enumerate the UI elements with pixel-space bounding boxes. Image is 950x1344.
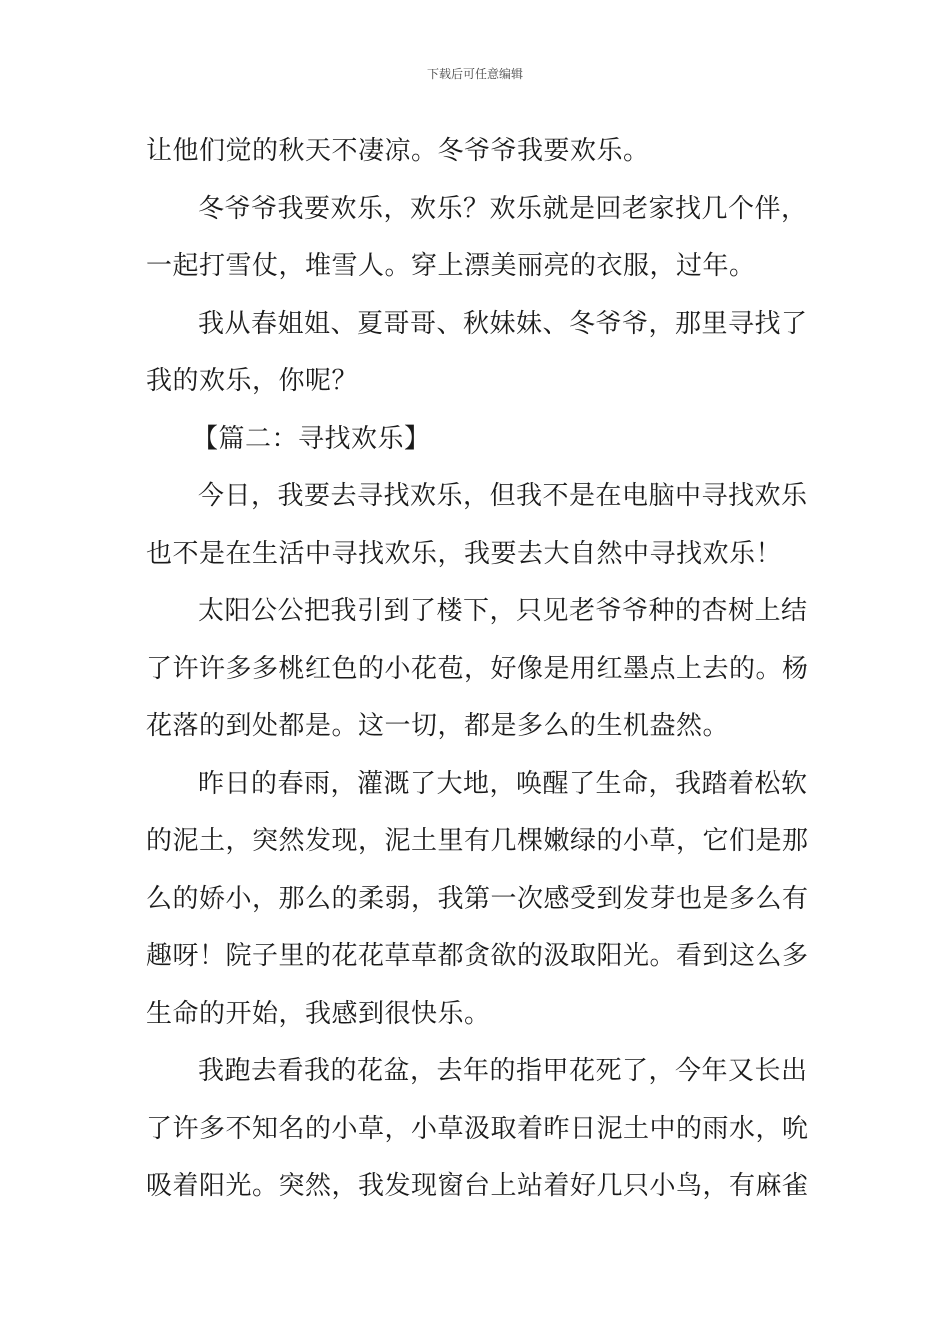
text-line: 趣呀！院子里的花花草草都贪欲的汲取阳光。看到这么多 — [146, 941, 809, 971]
paragraph-start-line: 我从春姐姐、夏哥哥、秋妹妹、冬爷爷，那里寻找了 — [198, 309, 808, 339]
text-line: 也不是在生活中寻找欢乐，我要去大自然中寻找欢乐！ — [146, 539, 783, 569]
paragraph-start-line: 太阳公公把我引到了楼下，只见老爷爷种的杏树上结 — [198, 596, 808, 626]
text-line: 么的娇小，那么的柔弱，我第一次感受到发芽也是多么有 — [146, 884, 809, 914]
text-line: 了许许多多桃红色的小花苞，好像是用红墨点上去的。杨 — [146, 654, 809, 684]
text-line: 我的欢乐，你呢？ — [146, 366, 359, 396]
page-header: 下载后可任意编辑 — [426, 67, 523, 81]
text-line: 了许多不知名的小草，小草汲取着昨日泥土中的雨水，吮 — [146, 1114, 809, 1144]
text-line: 一起打雪仗，堆雪人。穿上漂美丽亮的衣服，过年。 — [146, 251, 756, 281]
text-line: 生命的开始，我感到很快乐。 — [146, 999, 491, 1029]
text-line: 的泥土，突然发现，泥土里有几棵嫩绿的小草，它们是那 — [146, 826, 809, 856]
paragraph-start-line: 昨日的春雨，灌溉了大地，唤醒了生命，我踏着松软 — [198, 769, 808, 799]
paragraph-start-line: 冬爷爷我要欢乐，欢乐？欢乐就是回老家找几个伴， — [198, 194, 808, 224]
section-heading: 【篇二：寻找欢乐】 — [192, 424, 431, 454]
text-line: 花落的到处都是。这一切，都是多么的生机盎然。 — [146, 711, 730, 741]
text-line: 让他们觉的秋天不凄凉。冬爷爷我要欢乐。 — [146, 136, 650, 166]
paragraph-start-line: 我跑去看我的花盆，去年的指甲花死了，今年又长出 — [198, 1056, 808, 1086]
text-line: 吸着阳光。突然，我发现窗台上站着好几只小鸟，有麻雀 — [146, 1171, 809, 1201]
paragraph-start-line: 今日，我要去寻找欢乐，但我不是在电脑中寻找欢乐 — [198, 481, 808, 511]
